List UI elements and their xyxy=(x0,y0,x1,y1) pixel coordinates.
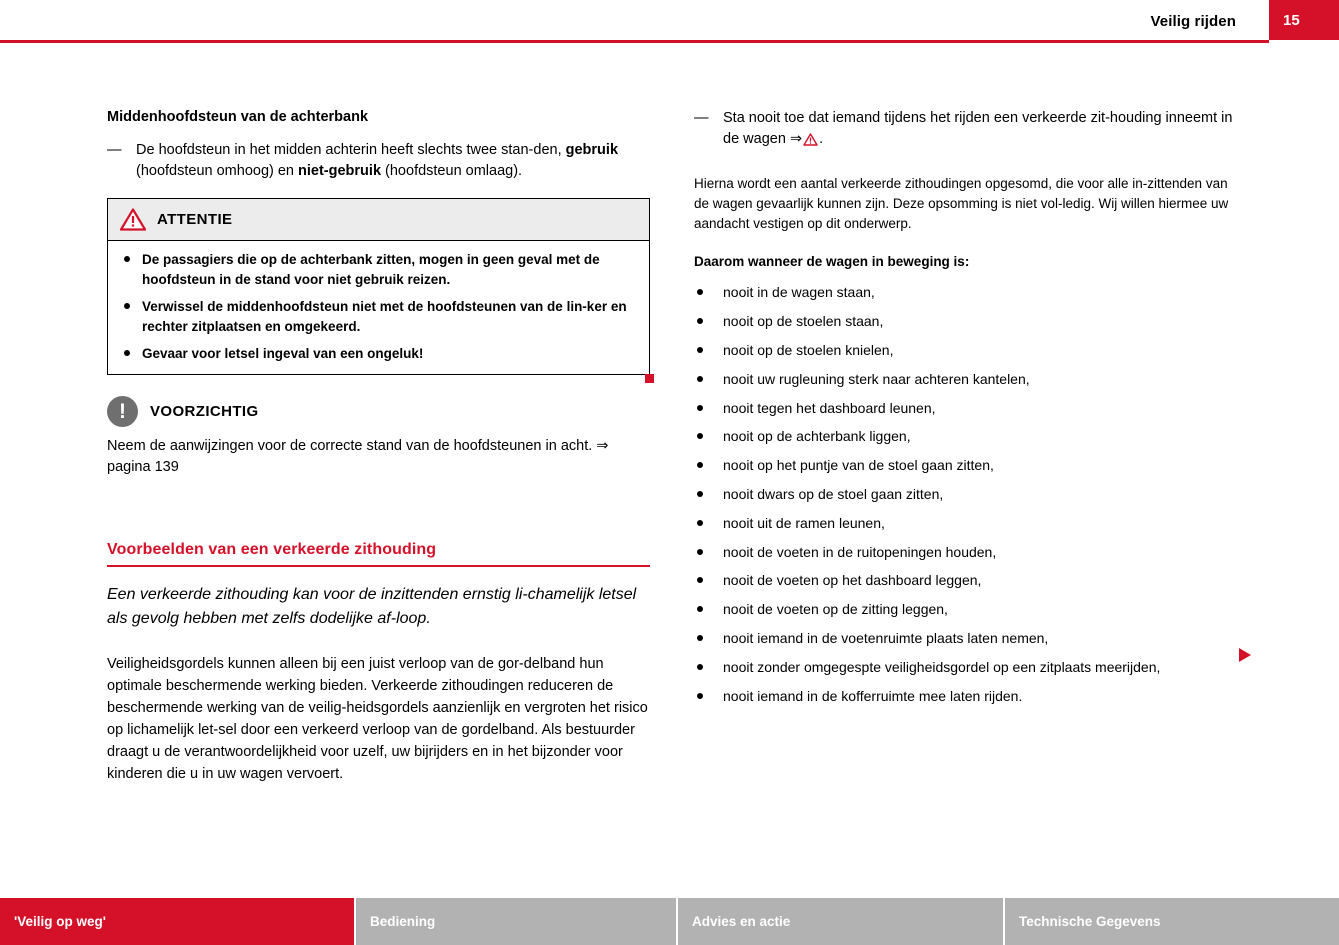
footer-tab-label: Advies en actie xyxy=(692,914,791,929)
bullet-dot-icon xyxy=(697,491,703,497)
list-item-text: nooit iemand in de kofferruimte mee laten rijden. xyxy=(723,687,1023,704)
dash-text-after: . xyxy=(819,131,824,148)
list-item-text: nooit op het puntje van de stoel gaan zitten, xyxy=(723,457,994,474)
header-divider xyxy=(0,40,1269,43)
bullet-dot-icon xyxy=(697,606,703,612)
list-item xyxy=(694,570,1239,590)
list-item-text: nooit uw rugleuning sterk naar achteren kantelen, xyxy=(723,370,1030,387)
warning-list xyxy=(694,282,1239,705)
list-item-text: nooit de voeten op het dashboard leggen, xyxy=(723,572,982,589)
left-dash-item xyxy=(107,140,652,183)
end-of-section-marker xyxy=(645,374,654,383)
bullet-dot-icon xyxy=(124,350,130,356)
section-heading-block xyxy=(107,541,652,567)
bullet-dot-icon xyxy=(697,433,703,439)
attentie-item xyxy=(120,344,637,364)
bullet-dot-icon xyxy=(697,405,703,411)
list-item xyxy=(694,455,1239,475)
exclamation-circle-icon: ! xyxy=(107,396,138,427)
left-column xyxy=(107,108,652,785)
attentie-item-text: Gevaar voor letsel ingeval van een ongeluk! xyxy=(142,346,424,362)
voorzichtig-callout xyxy=(107,395,652,479)
voorzichtig-text: Neem de aanwijzingen voor de correcte stand van de hoofdsteunen in acht. ⇒ pagina 139 xyxy=(107,438,609,476)
continuation-arrow-icon xyxy=(1239,648,1251,662)
page-header xyxy=(0,0,1339,40)
footer-tab-technische-gegevens[interactable] xyxy=(1003,898,1339,945)
footer-tab-label: Technische Gegevens xyxy=(1019,914,1161,929)
footer-tab-bediening[interactable] xyxy=(354,898,676,945)
attentie-item xyxy=(120,297,637,336)
list-item xyxy=(694,340,1239,360)
voorzichtig-header xyxy=(107,395,652,427)
list-item-text: nooit op de stoelen staan, xyxy=(723,313,884,330)
attentie-title: ATTENTIE xyxy=(157,211,233,229)
warning-triangle-icon xyxy=(803,132,818,153)
list-item xyxy=(694,542,1239,562)
voorzichtig-title: VOORZICHTIG xyxy=(150,402,259,420)
footer-tab-advies-en-actie[interactable] xyxy=(676,898,1003,945)
list-item xyxy=(694,513,1239,533)
list-item-text: nooit uit de ramen leunen, xyxy=(723,514,885,531)
intro-paragraph: Hierna wordt een aantal verkeerde zithoudingen opgesomd, die voor alle in-zittenden van de wagen gevaarlijk kunnen zijn. Deze opsomming is niet vol-ledig. Wij willen hiermee uw aandacht vestigen op dit onderwerp. xyxy=(694,175,1229,231)
attentie-item-text: Verwissel de middenhoofdsteun niet met de hoofdsteunen van de lin-ker en rechter zitplaatsen en omgekeerd. xyxy=(142,299,627,334)
bullet-dot-icon xyxy=(697,347,703,353)
footer-tab-label: 'Veilig op weg' xyxy=(14,914,106,929)
bullet-dot-icon xyxy=(124,303,130,309)
lead-paragraph: Een verkeerde zithouding kan voor de inzittenden ernstig li-chamelijk letsel als gevolg hebben met zelfs dodelijke af-loop. xyxy=(107,585,637,627)
warning-triangle-icon xyxy=(120,208,146,231)
page-number: 15 xyxy=(1283,12,1300,29)
dash-text: Sta nooit toe dat iemand tijdens het rijden een verkeerde zit-houding inneemt in de wagen ⇒ xyxy=(723,110,1233,148)
list-item-text: nooit iemand in de voetenruimte plaats laten nemen, xyxy=(723,629,1049,646)
list-item xyxy=(694,686,1239,706)
bullet-dot-icon xyxy=(697,693,703,699)
footer-tabbar xyxy=(0,898,1339,945)
dash-marker: — xyxy=(107,141,122,158)
list-item xyxy=(694,657,1239,677)
list-item-text: nooit de voeten in de ruitopeningen houden, xyxy=(723,543,997,560)
bullet-dot-icon xyxy=(697,664,703,670)
page-number-box xyxy=(1269,0,1339,40)
body-paragraph: Veiligheidsgordels kunnen alleen bij een juist verloop van de gor-delband hun optimale beschermende werking bieden. Verkeerde zithoudingen reduceren de beschermende werking van de veilig-heidsgordels aanzienlijk en vergroten het risico op lichamelijk let-sel door een verkeerd verloop van de gordelband. Als bestuurder draagt u de verantwoordelijkheid voor uzelf, uw bijrijders en in het bijzonder voor kinderen die u in uw wagen vervoert. xyxy=(107,655,648,782)
list-item xyxy=(694,599,1239,619)
list-item xyxy=(694,311,1239,331)
bullet-dot-icon xyxy=(697,520,703,526)
bullet-dot-icon xyxy=(697,549,703,555)
list-item xyxy=(694,426,1239,446)
dash-text-part2: (hoofdsteun omhoog) en xyxy=(136,162,299,179)
list-item xyxy=(694,369,1239,389)
list-item-text: nooit tegen het dashboard leunen, xyxy=(723,399,936,416)
dash-text-bold1: gebruik xyxy=(565,141,619,158)
footer-tab-veilig-op-weg[interactable] xyxy=(0,898,354,945)
dash-marker: — xyxy=(694,110,709,126)
list-item-text: nooit dwars op de stoel gaan zitten, xyxy=(723,485,944,502)
list-item xyxy=(694,628,1239,648)
dash-text-bold2: niet-gebruik xyxy=(298,162,382,179)
bullet-dot-icon xyxy=(697,462,703,468)
list-lead-in: Daarom wanneer de wagen in beweging is: xyxy=(694,253,970,269)
attentie-header xyxy=(108,199,649,241)
right-column xyxy=(694,108,1239,714)
attentie-item xyxy=(120,250,637,289)
dash-text-part1: De hoofdsteun in het midden achterin heeft slechts twee stan-den, xyxy=(136,141,566,158)
list-item xyxy=(694,484,1239,504)
list-item-text: nooit in de wagen staan, xyxy=(723,284,875,301)
list-item xyxy=(694,398,1239,418)
list-item xyxy=(694,282,1239,302)
left-subheading: Middenhoofdsteun van de achterbank xyxy=(107,109,369,125)
attentie-item-text: De passagiers die op de achterbank zitten, mogen in geen geval met de hoofdsteun in de stand voor niet gebruik reizen. xyxy=(142,252,600,287)
footer-tab-label: Bediening xyxy=(370,914,436,929)
list-item-text: nooit op de achterbank liggen, xyxy=(723,428,911,445)
bullet-dot-icon xyxy=(697,376,703,382)
right-dash-item xyxy=(694,108,1239,154)
dash-text-part3: (hoofdsteun omlaag). xyxy=(381,162,523,179)
list-item-text: nooit op de stoelen knielen, xyxy=(723,341,894,358)
list-item-text: nooit de voeten op de zitting leggen, xyxy=(723,601,948,618)
bullet-dot-icon xyxy=(697,577,703,583)
bullet-dot-icon xyxy=(697,635,703,641)
bullet-dot-icon xyxy=(697,318,703,324)
list-item-text: nooit zonder omgegespte veiligheidsgordel op een zitplaats meerijden, xyxy=(723,658,1161,675)
header-title: Veilig rijden xyxy=(1150,13,1236,30)
bullet-dot-icon xyxy=(124,256,130,262)
attentie-callout xyxy=(107,198,650,375)
bullet-dot-icon xyxy=(697,289,703,295)
section-heading: Voorbeelden van een verkeerde zithouding xyxy=(107,540,437,558)
attentie-body xyxy=(108,241,649,374)
section-heading-rule xyxy=(107,565,650,567)
